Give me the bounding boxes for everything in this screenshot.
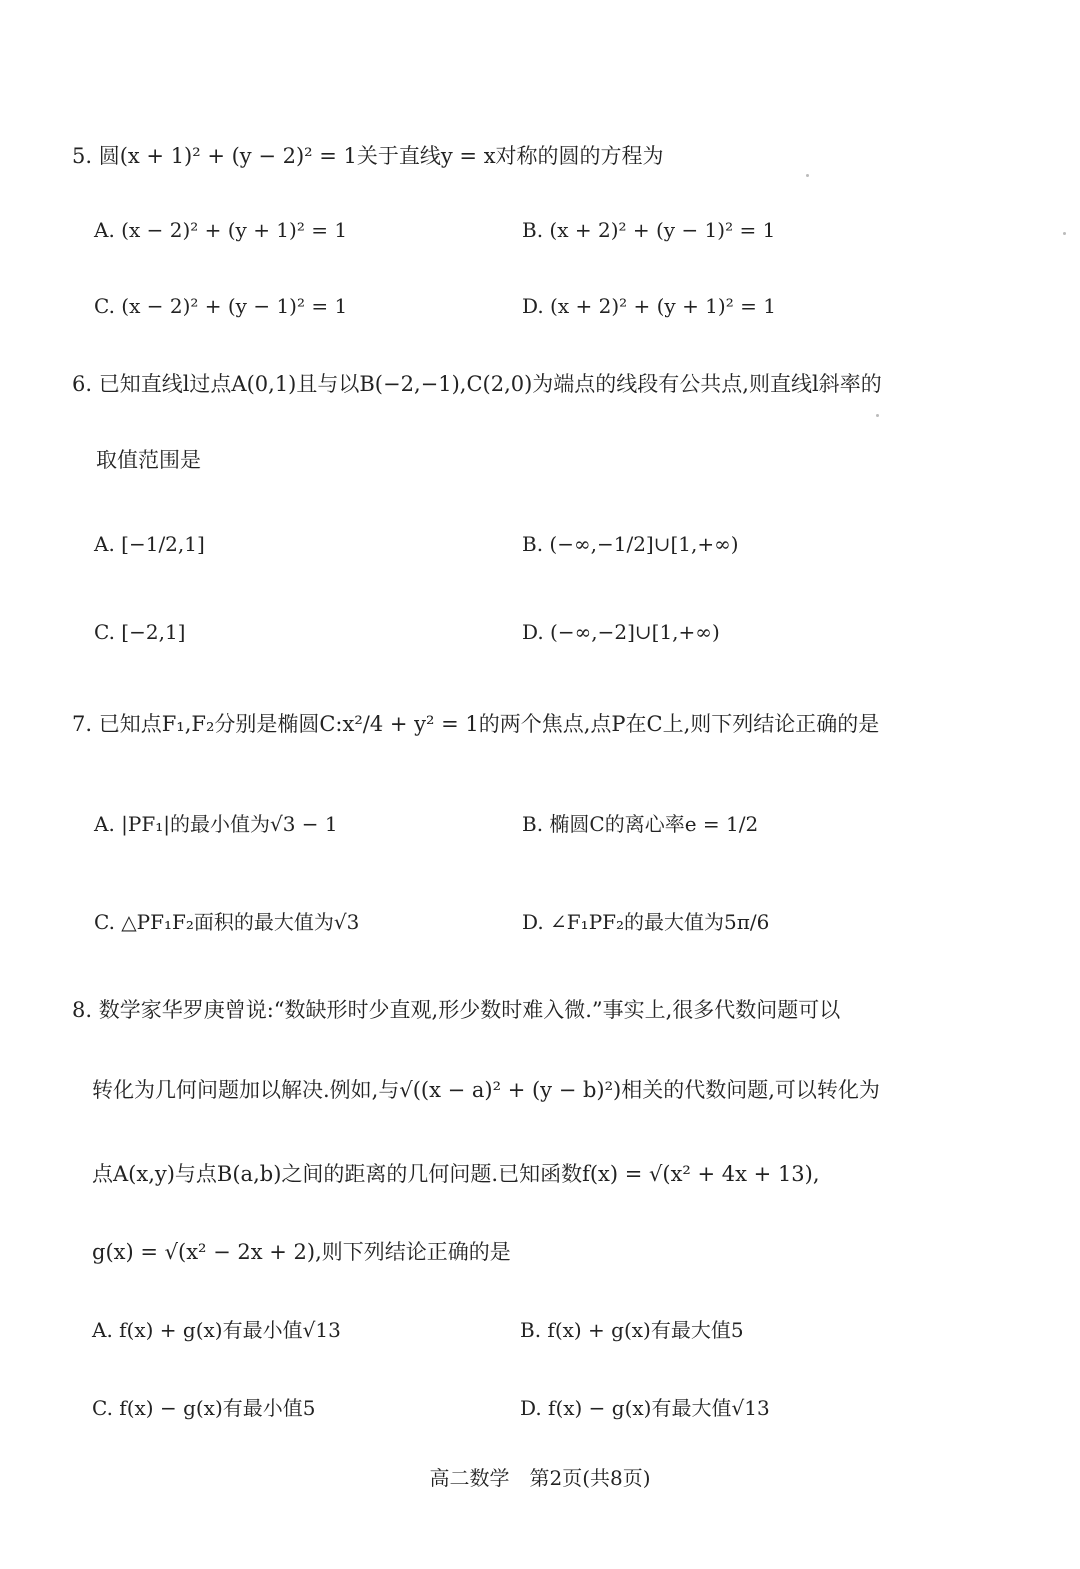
question-5-option-a: A. (x − 2)² + (y + 1)² = 1 [94, 218, 348, 242]
question-8-option-a: A. f(x) + g(x)有最小值√13 [92, 1318, 341, 1342]
question-7-option-d: D. ∠F₁PF₂的最大值为5π/6 [522, 910, 770, 934]
question-8-option-b: B. f(x) + g(x)有最大值5 [520, 1318, 744, 1342]
question-7-option-c: C. △PF₁F₂面积的最大值为√3 [94, 910, 360, 934]
question-7-option-b: B. 椭圆C的离心率e = 1/2 [522, 812, 759, 836]
question-6-option-a: A. [−1/2,1] [94, 532, 205, 556]
question-8-stem-line-4: g(x) = √(x² − 2x + 2),则下列结论正确的是 [92, 1240, 511, 1264]
question-7-option-a: A. |PF₁|的最小值为√3 − 1 [94, 812, 338, 836]
question-7-stem: 7. 已知点F₁,F₂分别是椭圆C:x²/4 + y² = 1的两个焦点,点P在C上,则下列结论正确的是 [72, 712, 880, 736]
question-6-stem-line-1: 6. 已知直线l过点A(0,1)且与以B(−2,−1),C(2,0)为端点的线段有公共点,则直线l斜率的 [72, 372, 882, 396]
question-8-option-c: C. f(x) − g(x)有最小值5 [92, 1396, 316, 1420]
question-5-stem: 5. 圆(x + 1)² + (y − 2)² = 1关于直线y = x对称的圆的方程为 [72, 144, 664, 168]
question-5-option-c: C. (x − 2)² + (y − 1)² = 1 [94, 294, 348, 318]
question-6-option-c: C. [−2,1] [94, 620, 186, 644]
question-8-stem-line-1: 8. 数学家华罗庚曾说:“数缺形时少直观,形少数时难入微.”事实上,很多代数问题可以 [72, 998, 841, 1022]
question-5-option-d: D. (x + 2)² + (y + 1)² = 1 [522, 294, 776, 318]
page-footer: 高二数学 第2页(共8页) [429, 1466, 651, 1490]
question-5-option-b: B. (x + 2)² + (y − 1)² = 1 [522, 218, 776, 242]
question-6-option-b: B. (−∞,−1/2]∪[1,+∞) [522, 532, 739, 556]
scan-speck [806, 174, 809, 177]
question-8-option-d: D. f(x) − g(x)有最大值√13 [520, 1396, 770, 1420]
question-6-stem-line-2: 取值范围是 [96, 448, 201, 472]
question-8-stem-line-2: 转化为几何问题加以解决.例如,与√((x − a)² + (y − b)²)相关的代数问题,可以转化为 [92, 1078, 880, 1102]
scan-speck [1063, 232, 1066, 235]
question-8-stem-line-3: 点A(x,y)与点B(a,b)之间的距离的几何问题.已知函数f(x) = √(x² + 4x + 13), [92, 1162, 820, 1186]
question-6-option-d: D. (−∞,−2]∪[1,+∞) [522, 620, 720, 644]
scan-speck [876, 414, 879, 417]
